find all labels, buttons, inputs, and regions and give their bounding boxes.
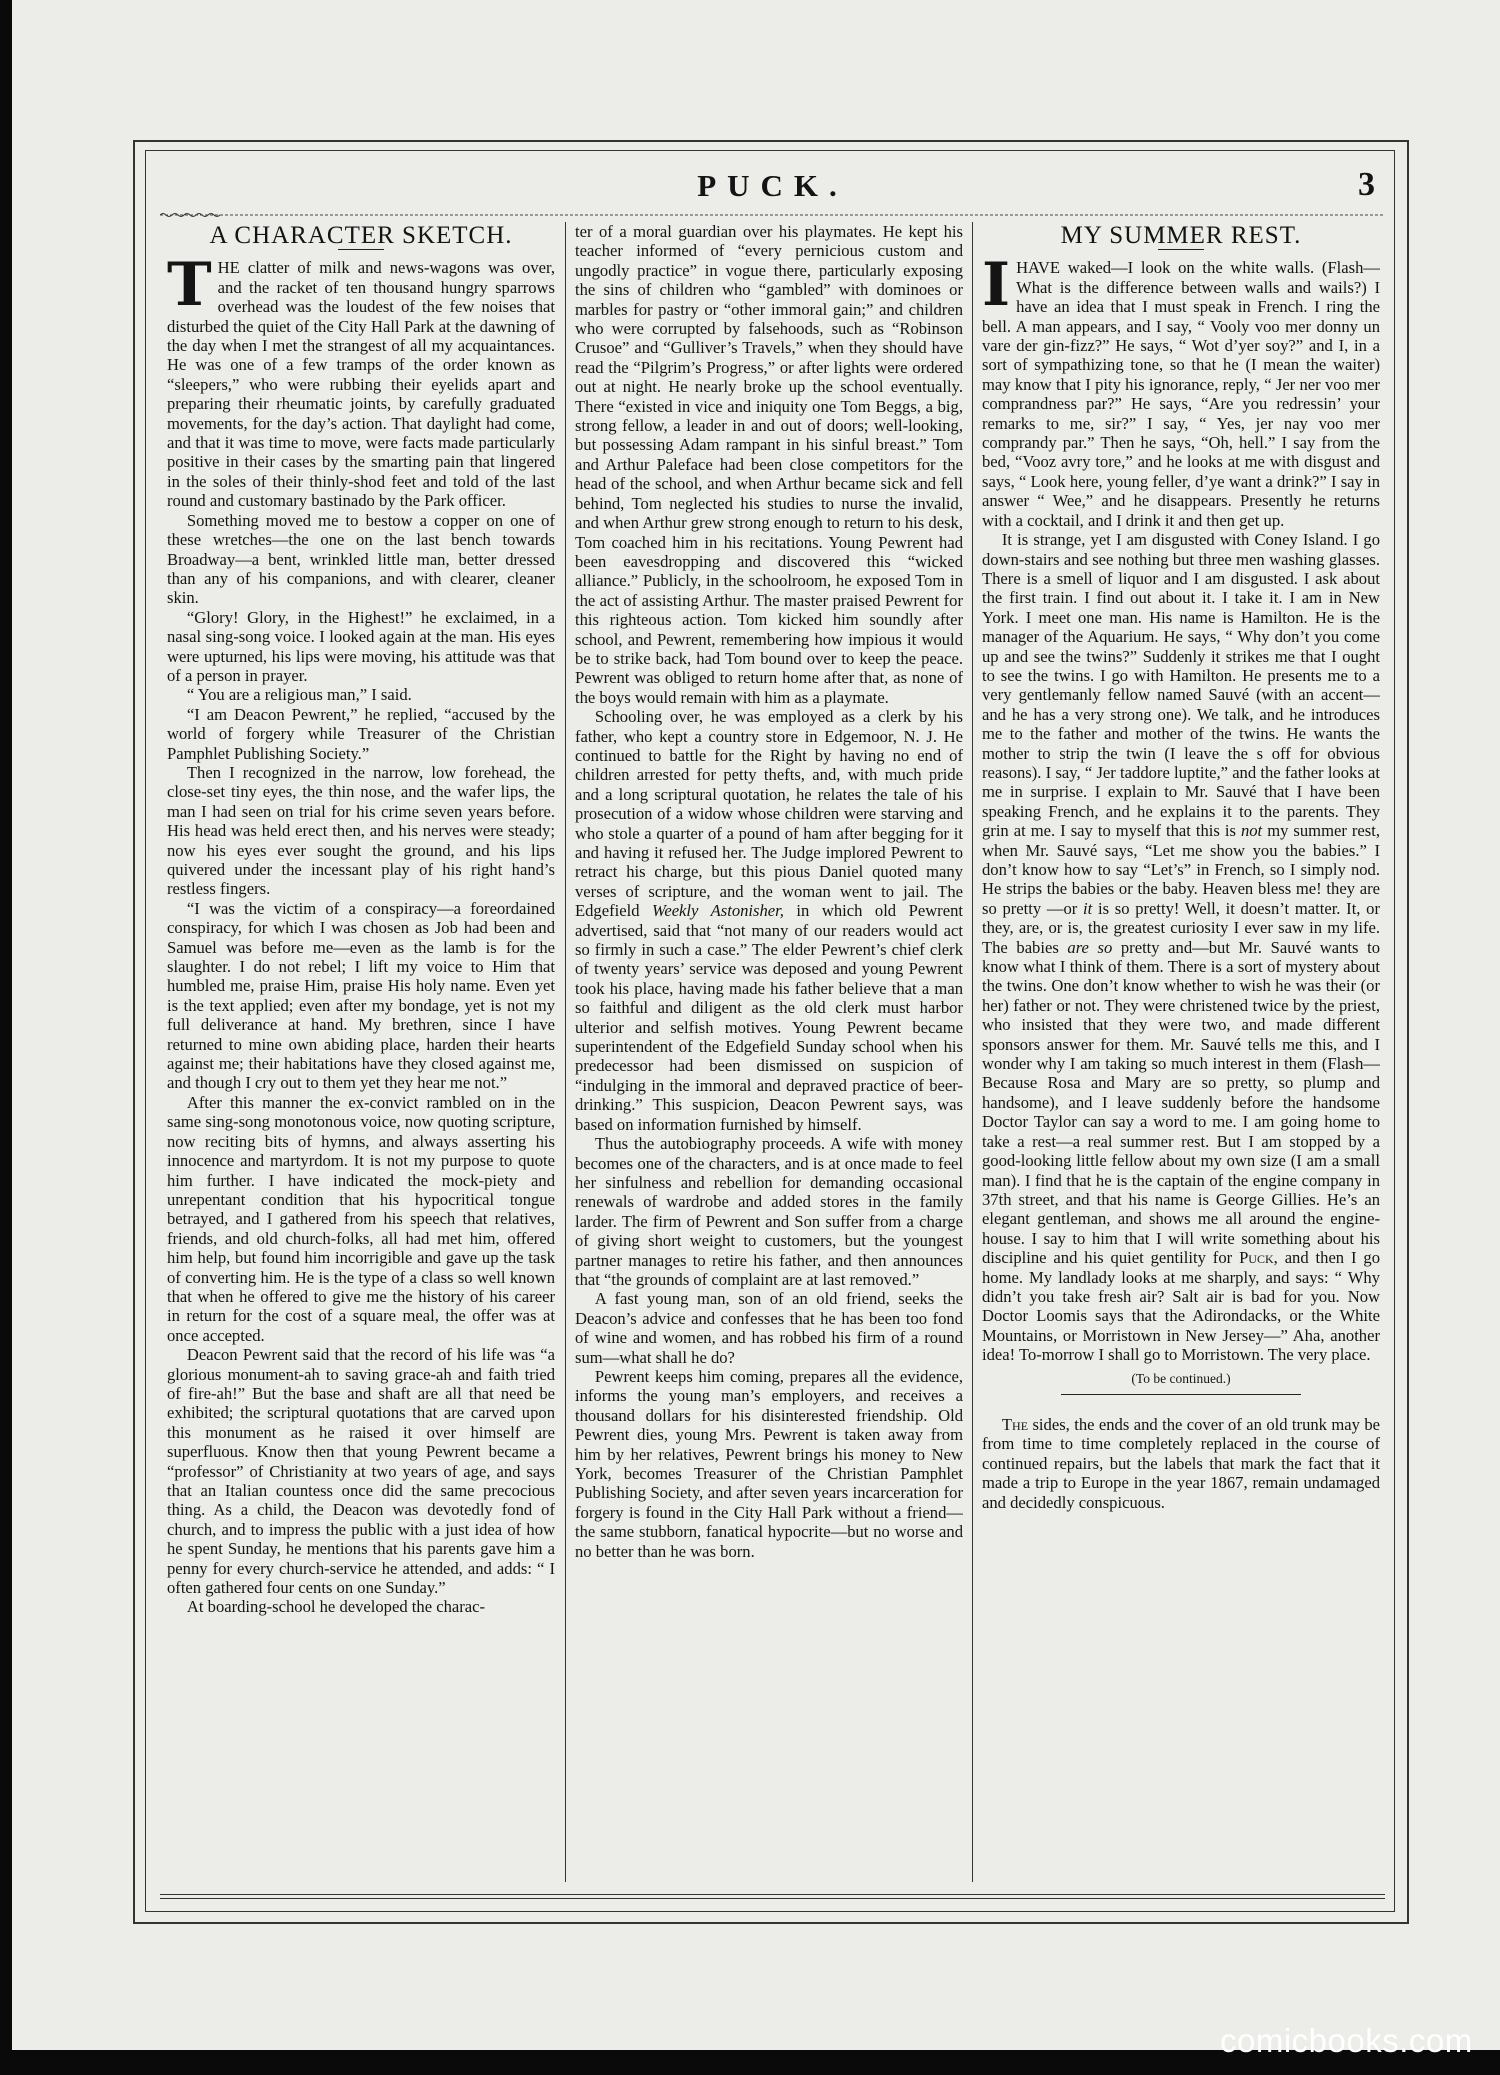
- heading-rule: [1158, 249, 1204, 250]
- paragraph: The sides, the ends and the cover of an old trunk may be from time to time completely replaced in the course of continued repairs, but the labels that mark the fact that it made a trip to Europe in the year 1867, remain undamaged and decidedly conspicuous.: [982, 1414, 1380, 1512]
- footer-rule: [160, 1894, 1385, 1895]
- paragraph: Schooling over, he was employed as a clerk by his father, who kept a country store in Edgemoor, N. J. He continued to battle for the Right by having no end of children arrested for petty thefts, and, with much pride and a long scriptural quotation, he relates the tale of his prosecution of a widow whose children were starving and who stole a quarter of a pound of ham after begging for it and having it refused her. The Judge implored Pewrent to retract his charge, but this pious Daniel quoted many verses of scripture, and the woman went to jail. The Edgefield Weekly Astonisher, in which old Pewrent advertised, said that “not many of our readers would act so firmly in such a case.” The elder Pewrent’s chief clerk of twenty years’ service was deposed and young Pewrent took his place, having made his father believe that a man so faithful and diligent as the old clerk must harbor ulterior and selfish motives. Young Pewrent became superintendent of the Edgefield Sunday school when his predecessor had been dismissed on suspicion of “indulging in the immoral and depraved practice of beer-drinking.” This suspicion, Deacon Pewrent says, was based on information furnished by himself.: [575, 707, 963, 1134]
- heading-rule: [338, 249, 384, 250]
- paragraph: ter of a moral guardian over his playmates. He kept his teacher informed of “every pernicious custom and ungodly practice” in vogue there, particularly exposing the sins of children who “gambled” with dominoes or marbles for pastry or “other immoral gain;” and children who were corrupted by falsehoods, such as “Robinson Crusoe” and “Gulliver’s Travels,” when they should have read the “Pilgrim’s Progress,” or after lights were ordered out at night. He nearly broke up the school eventually. There “existed in vice and iniquity one Tom Beggs, a big, strong fellow, a leader in and out of doors; well-looking, but possessing Adam rampant in his sinful breast.” Tom and Arthur Paleface had been close competitors for the head of the school, and when Arthur became sick and fell behind, Tom neglected his studies to nurse the invalid, and when Arthur grew strong enough to return to his desk, Tom coached him in his recitations. Young Pewrent had been eavesdropping and discovered this “wicked alliance.” Publicly, in the schoolroom, he exposed Tom in the act of assisting Arthur. The master praised Pewrent for this righteous action. Tom kicked him soundly after school, and Pewrent, remembering how impious it would be to strike back, had Tom bound over to keep the peace. Pewrent was obliged to return home after that, as none of the boys would remain with him as a playmate.: [575, 222, 963, 707]
- paragraph: Something moved me to bestow a copper on one of these wretches—the one on the last bench towards Broadway—a bent, wrinkled little man, better dressed than any of his companions, and with clearer, cleaner skin.: [167, 510, 555, 608]
- masthead: [160, 166, 1385, 210]
- paragraph: A fast young man, son of an old friend, seeks the Deacon’s advice and confesses that he has been too fond of wine and women, and has robbed his firm of a round sum—what shall he do?: [575, 1289, 963, 1367]
- column-divider-2: [972, 222, 973, 1882]
- paragraph: Pewrent keeps him coming, prepares all the evidence, informs the young man’s employers, and receives a thousand dollars for his disinterested friendship. Old Pewrent dies, young Mrs. Pewrent is taken away from him by her relatives, Pewrent brings his money to New York, becomes Treasurer of the Christian Pamphlet Publishing Society, and after seven years incarceration for forgery is found in the City Hall Park without a friend—the same stubborn, fanatical hypocrite—but no worse and no better than he was born.: [575, 1366, 963, 1561]
- masthead-title: PUCK.: [697, 168, 848, 203]
- drop-cap: I: [982, 250, 1011, 321]
- masthead-rule: [160, 212, 1385, 218]
- article-heading: A CHARACTER SKETCH.: [209, 222, 513, 249]
- watermark: comicbooks.com: [1220, 2022, 1473, 2059]
- paragraph: “I was the victim of a conspiracy—a foreordained conspiracy, for which I was chosen as Job had been and Samuel was before me—even as the lamb is for the slaughter. I do not rebel; I lift my voice to Him that humbled me, praise Him, praise His holy name. Even yet is the text applied; even after my bondage, yet is not my full deliverance at hand. My brethren, since I have returned to mine own abiding place, harden their hearts against me; their habitations have they closed against me, and though I cry out to them yet they hear me not.”: [167, 898, 555, 1093]
- drop-cap: T: [167, 250, 212, 321]
- paragraph: After this manner the ex-convict rambled on in the same sing-song monotonous voice, now quoting scripture, now reciting bits of hymns, and always asserting his innocence and martyrdom. It is not my purpose to quote him further. I have indicated the mock-piety and unrepentant condition that his hypocritical tongue betrayed, and I gathered from his speech that relatives, friends, and old church-folks, all had met him, offered him help, but found him incorrigible and gave up the task of converting him. He is the type of a class so well known that when he offered to give me the history of his career in return for the cost of a square meal, the offer was at once accepted.: [167, 1092, 555, 1345]
- paragraph: Thus the autobiography proceeds. A wife with money becomes one of the characters, and is at once made to feel her sinfulness and rebellion for demanding occasional renewals of wardrobe and added stores in the family larder. The firm of Pewrent and Son suffer from a charge of giving short weight to customers, but the youngest partner manages to retire his father, and then announces that “the grounds of complaint are at last removed.”: [575, 1134, 963, 1289]
- article-my-summer-rest: [982, 222, 1380, 1872]
- page-number: 3: [1358, 166, 1375, 203]
- paragraph: THE clatter of milk and news-wagons was over, and the racket of ten thousand hungry sparrows overhead was the loudest of the few noises that disturbed the quiet of the City Hall Park at the dawning of the day when I met the strangest of all my acquaintances. He was one of a few tramps of the order known as “sleepers,” who were rubbing their eyelids apart and preparing their rheumatic joints, by carefully graduated movements, for the day’s action. That daylight had come, and that it was time to move, were facts made particularly positive in their cases by the smarting pain that lingered in the soles of their thinly-shod feet and told of the last round and customary bastinado by the Park officer.: [167, 250, 555, 511]
- italic-title: Weekly Astonisher,: [652, 901, 784, 921]
- column-divider-1: [565, 222, 566, 1882]
- article-heading: MY SUMMER REST.: [1060, 222, 1302, 249]
- article-character-sketch-continued: [575, 222, 963, 1872]
- paragraph: “I am Deacon Pewrent,” he replied, “accused by the world of forgery while Treasurer of the Christian Pamphlet Publishing Society.”: [167, 704, 555, 763]
- paragraph: IHAVE waked—I look on the white walls. (Flash—What is the difference between walls and wails?) I have an idea that I must speak in French. I ring the bell. A man appears, and I say, “ Vooly voo mer donny un vare der gin-fizz?” He says, “ Wot d’yer soy?” and I, in a sort of sympathizing tone, so that he (I mean the waiter) may know that I pity his ignorance, reply, “ Jer ner voo mer comprandness par?” He says, “Are you redressin’ your remarks to me, sir?” I say, “ Yes, jer nay voo mer comprandy par.” Then he says, “Oh, hell.” I say from the bed, “Vooz avry tore,” and he looks at me with disgust and says, “ Look here, young feller, d’ye want a drink?” I say in answer “ Wee,” and he disappears. Presently he returns with a cocktail, and I drink it and then get up.: [982, 250, 1380, 530]
- footer-rule: [160, 1898, 1385, 1899]
- paragraph: At boarding-school he developed the charac-: [186, 1597, 486, 1617]
- to-be-continued: (To be continued.): [1131, 1370, 1231, 1386]
- article-character-sketch: [167, 222, 555, 1872]
- section-rule: [1061, 1394, 1301, 1395]
- paragraph: Deacon Pewrent said that the record of his life was “a glorious monument-ah to saving grace-ah and faith tried of fire-ah!” But the base and shaft are all that need be exhibited; the scriptural quotations that are carved upon this monument as he raised it over himself are superfluous. Know then that young Pewrent became a “professor” of Christianity at two years of age, and says that an Italian countess once did the same precocious thing. As a child, the Deacon was devotedly fond of church, and to impress the public with a just idea of how he spent Sunday, he mentions that his parents gave him a penny for every church-service he attended, and adds: “ I often gathered four cents on one Sunday.”: [167, 1345, 555, 1598]
- paragraph: Then I recognized in the narrow, low forehead, the close-set tiny eyes, the thin nose, and the wafer lips, the man I had seen on trial for his crime seven years before. His head was held erect then, and his nerves were steady; now his eyes ever sought the ground, and his lips quivered under the incessant play of his right hand’s restless fingers.: [167, 762, 555, 899]
- paragraph: “ You are a religious man,” I said.: [186, 685, 412, 705]
- paragraph: “Glory! Glory, in the Highest!” he exclaimed, in a nasal sing-song voice. I looked again at the man. His eyes were upturned, his lips were moving, his attitude was that of a person in prayer.: [167, 607, 555, 685]
- paragraph: It is strange, yet I am disgusted with Coney Island. I go down-stairs and see nothing but three men washing glasses. There is a smell of liquor and I am disgusted. I ask about the first train. I find out about it. I take it. I am in New York. I meet one man. His name is Hamilton. He is the manager of the Aquarium. He says, “ Why don’t you come up and see the twins?” Suddenly it strikes me that I ought to see the twins. I go with Hamilton. He presents me to a very gentlemanly fellow named Sauvé (with an accent—and he has a very strong one). We talk, and he introduces me to the father and mother of the twins. He wants the mother to strip the twin (I leave the s off for obvious reasons). I say, “ Jer taddore luptite,” and the father looks at me in surprise. I explain to Mr. Sauvé that I have been speaking French, and he explains it to the parents. They grin at me. I say to myself that this is not my summer rest, when Mr. Sauvé says, “Let me show you the babies.” I don’t know how to say “Let’s” in French, so I simply nod. He strips the babies or the baby. Heaven bless me! they are so pretty —or it is so pretty! Well, it doesn’t matter. It, or they, are, or is, the greatest curiosity I ever saw in my life. The babies are so pretty and—but Mr. Sauvé wants to know what I think of them. There is a sort of mystery about the twins. One don’t know whether to wish he was their (or her) father or not. They were christened twice by the priest, who insisted that they were two, and made different sponsors answer for them. Mr. Sauvé tells me this, and I wonder why I am taking so much interest in them (Flash—Because Rosa and Mary are so pretty, so plump and handsome), and I leave suddenly before the handsome Doctor Taylor can say a word to me. I am going home to take a rest—a real summer rest. But I am stopped by a good-looking little fellow about my own size (I am a small man). I find that he is the captain of the engine company in 37th street, and that his name is George Gillies. He’s an elegant gentleman, and shows me all around the engine-house. I say to him that I will write something about his discipline and his quiet gentility for Puck, and then I go home. My landlady looks at me sharply, and says: “ Why didn’t you take fresh air? Salt air is bad for you. Now Doctor Loomis says that the Adirondacks, or the White Mountains, or Morristown in New Jersey—” Aha, another idea! To-morrow I shall go to Morristown. The very place.: [982, 530, 1380, 1365]
